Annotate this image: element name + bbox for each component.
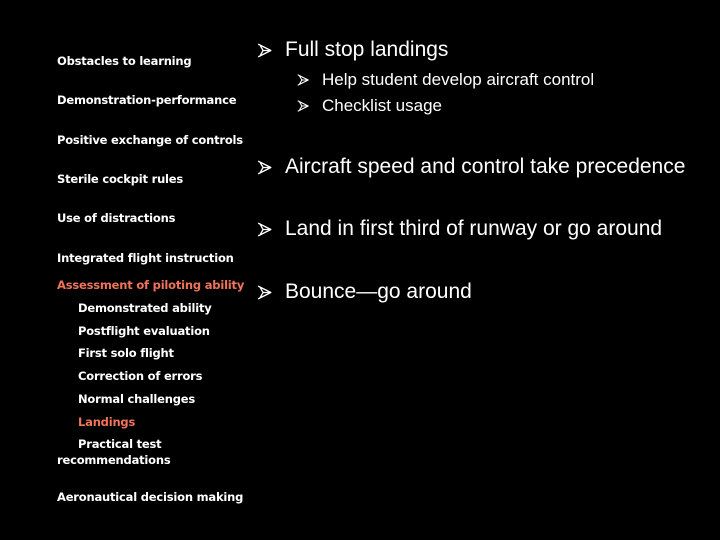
sidebar-item-obstacles-to-learning[interactable]: Obstacles to learning [57,54,192,68]
sidebar-subitem-landings[interactable]: Landings [78,415,136,429]
bullet-text: Bounce—go around [285,280,472,303]
sidebar-subitem-practical-test-recommendations[interactable]: Practical test recommendations [57,437,171,467]
airplane-icon [256,42,273,59]
sidebar-subitem-first-solo-flight[interactable]: First solo flight [78,346,174,360]
airplane-icon [256,221,273,238]
sidebar-subitem-postflight-evaluation[interactable]: Postflight evaluation [78,324,210,338]
sidebar-item-aeronautical-decision-making[interactable]: Aeronautical decision making [57,490,244,504]
sidebar-subitem-normal-challenges[interactable]: Normal challenges [78,392,195,406]
bullet-text: Help student develop aircraft control [322,70,595,89]
airplane-icon [256,159,273,176]
bullet-bounce-go-around [256,280,472,304]
bullet-land-first-third [256,217,662,241]
sidebar-subitem-demonstrated-ability[interactable]: Demonstrated ability [78,301,212,315]
bullet-text: Land in first third of runway or go around [285,217,663,240]
sidebar-item-sterile-cockpit-rules[interactable]: Sterile cockpit rules [57,172,184,186]
sidebar-item-assessment-of-piloting-ability[interactable]: Assessment of piloting ability [57,278,245,292]
sidebar-item-demonstration-performance[interactable]: Demonstration-performance [57,93,237,107]
bullet-text: Full stop landings [285,38,449,61]
sidebar-item-positive-exchange-of-controls[interactable]: Positive exchange of controls [57,133,243,147]
subbullet-checklist-usage [296,96,442,116]
subbullet-aircraft-control [296,70,594,90]
sidebar-subitem-correction-of-errors[interactable]: Correction of errors [78,369,203,383]
bullet-text: Aircraft speed and control take precedence [285,155,686,178]
sidebar-item-integrated-flight-instruction[interactable]: Integrated flight instruction [57,251,234,265]
bullet-full-stop-landings [256,38,448,62]
bullet-speed-and-control [256,155,685,179]
bullet-text: Checklist usage [322,96,443,115]
sidebar-item-use-of-distractions[interactable]: Use of distractions [57,211,176,225]
airplane-icon [256,284,273,301]
airplane-icon [296,99,310,113]
airplane-icon [296,73,310,87]
